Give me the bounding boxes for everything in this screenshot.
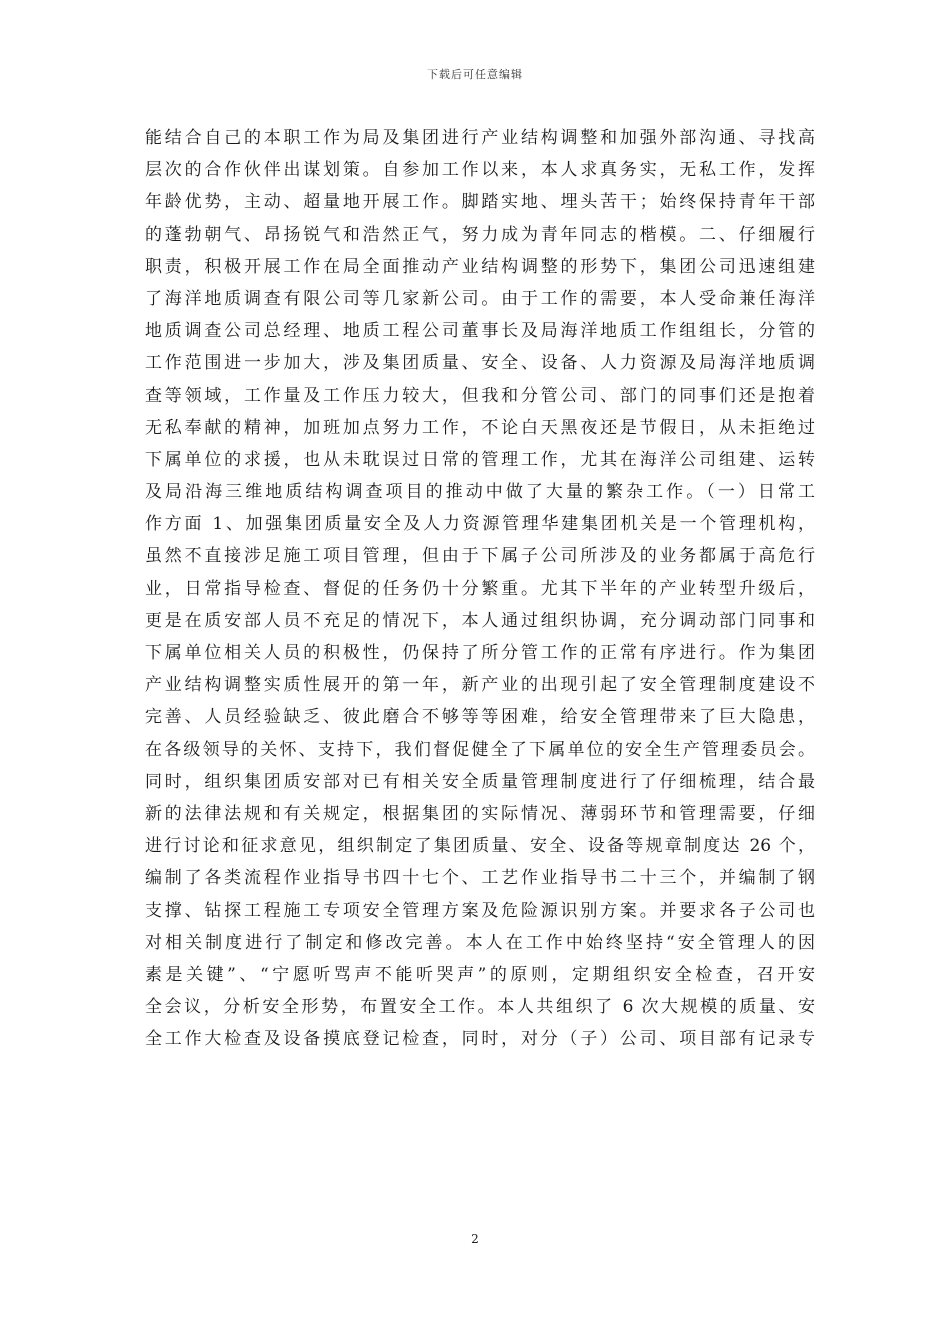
text-line: 的蓬勃朝气、昂扬锐气和浩然正气，努力成为青年同志的楷模。二、仔细履行 (145, 224, 815, 245)
text-line: 在各级领导的关怀、支持下，我们督促健全了下属单位的安全生产管理委员会。 (145, 739, 815, 760)
text-line: 进行讨论和征求意见，组织制定了集团质量、安全、设备等规章制度达 26 个， (145, 836, 815, 857)
text-line: 了海洋地质调查有限公司等几家新公司。由于工作的需要，本人受命兼任海洋 (145, 288, 815, 309)
text-line: 虽然不直接涉足施工项目管理，但由于下属子公司所涉及的业务都属于高危行 (145, 546, 815, 567)
text-line: 对相关制度进行了制定和修改完善。本人在工作中始终坚持“安全管理人的因 (145, 932, 815, 953)
text-line: 地质调查公司总经理、地质工程公司董事长及局海洋地质工作组组长，分管的 (145, 321, 815, 342)
text-line: 下属单位相关人员的积极性，仍保持了所分管工作的正常有序进行。作为集团 (145, 643, 815, 663)
page-header: 下载后可任意编辑 (427, 68, 523, 81)
page-number: 2 (471, 1232, 479, 1246)
text-line: 职责，积极开展工作在局全面推动产业结构调整的形势下，集团公司迅速组建 (145, 256, 815, 277)
text-line: 编制了各类流程作业指导书四十七个、工艺作业指导书二十三个，并编制了钢 (145, 868, 815, 889)
text-line: 无私奉献的精神，加班加点努力工作，不论白天黑夜还是节假日，从未拒绝过 (145, 417, 815, 438)
text-line: 支撑、钻探工程施工专项安全管理方案及危险源识别方案。并要求各子公司也 (145, 900, 815, 921)
body-text (145, 122, 815, 1055)
text-line: 产业结构调整实质性展开的第一年，新产业的出现引起了安全管理制度建设不 (145, 675, 815, 696)
text-line: 工作范围进一步加大，涉及集团质量、安全、设备、人力资源及局海洋地质调 (145, 353, 815, 374)
text-line: 作方面 1、加强集团质量安全及人力资源管理华建集团机关是一个管理机构， (145, 514, 815, 535)
text-line: 层次的合作伙伴出谋划策。自参加工作以来，本人求真务实，无私工作，发挥 (145, 160, 815, 181)
text-line: 同时，组织集团质安部对已有相关安全质量管理制度进行了仔细梳理，结合最 (145, 771, 815, 792)
text-line: 查等领域，工作量及工作压力较大，但我和分管公司、部门的同事们还是抱着 (145, 385, 815, 406)
text-line: 全会议，分析安全形势，布置安全工作。本人共组织了 6 次大规模的质量、安 (145, 997, 815, 1018)
text-line: 年龄优势，主动、超量地开展工作。脚踏实地、埋头苦干；始终保持青年干部 (145, 192, 815, 213)
text-line: 素是关键”、“宁愿听骂声不能听哭声”的原则，定期组织安全检查，召开安 (145, 964, 815, 985)
text-line: 下属单位的求援，也从未耽误过日常的管理工作，尤其在海洋公司组建、运转 (145, 449, 815, 470)
text-line: 新的法律法规和有关规定，根据集团的实际情况、薄弱环节和管理需要，仔细 (145, 803, 815, 824)
text-line: 能结合自己的本职工作为局及集团进行产业结构调整和加强外部沟通、寻找高 (145, 128, 815, 148)
text-line: 更是在质安部人员不充足的情况下，本人通过组织协调，充分调动部门同事和 (145, 610, 815, 631)
text-line: 全工作大检查及设备摸底登记检查，同时，对分（子）公司、项目部有记录专 (145, 1029, 815, 1050)
text-line: 及局沿海三维地质结构调查项目的推动中做了大量的繁杂工作。（一）日常工 (145, 482, 815, 503)
text-line: 完善、人员经验缺乏、彼此磨合不够等等困难，给安全管理带来了巨大隐患， (145, 707, 815, 728)
text-line: 业，日常指导检查、督促的任务仍十分繁重。尤其下半年的产业转型升级后， (145, 578, 815, 599)
